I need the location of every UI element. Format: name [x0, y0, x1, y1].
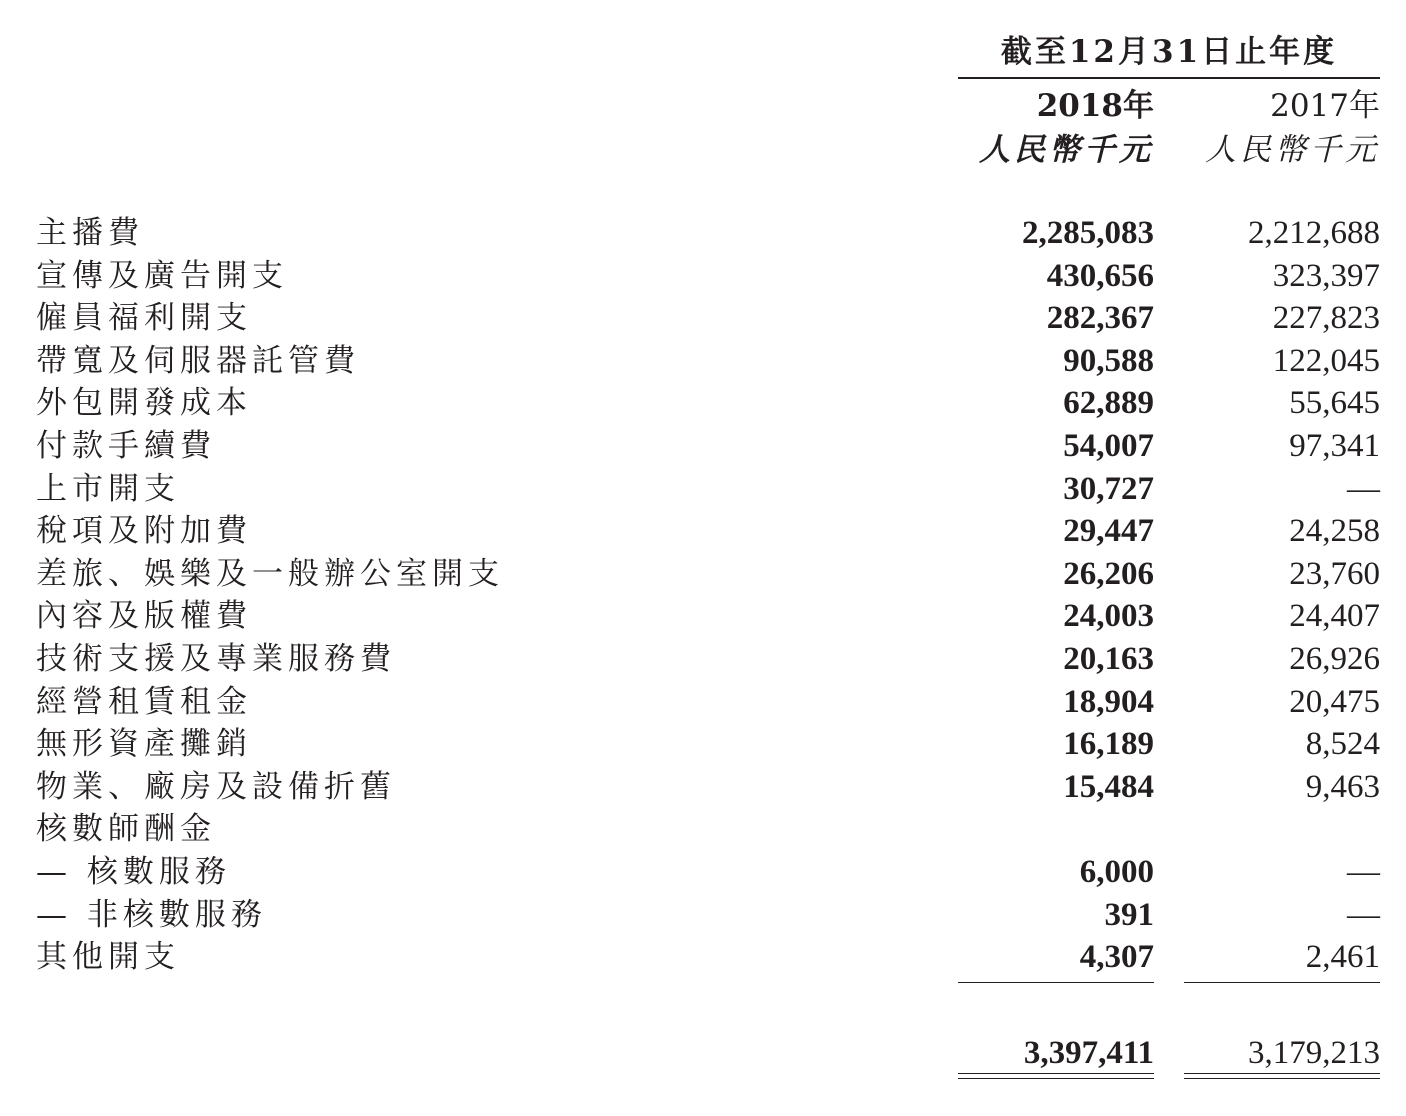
- value-2017: 97,341: [1289, 427, 1380, 464]
- period-heading: 截至12月31日止年度: [1000, 34, 1338, 70]
- value-2018: 29,447: [1063, 513, 1154, 550]
- table-row: [0, 936, 1406, 979]
- value-2018: 15,484: [1063, 768, 1154, 805]
- row-label: 其他開支: [36, 939, 180, 976]
- value-2018: 18,904: [1063, 683, 1154, 720]
- total-2018: 3,397,411: [1023, 1035, 1154, 1071]
- table-row: [0, 425, 1406, 468]
- value-2018: 16,189: [1063, 726, 1154, 763]
- row-label: 付款手續費: [36, 427, 216, 464]
- row-label: 宣傳及廣告開支: [36, 257, 288, 294]
- row-label: 外包開發成本: [36, 385, 252, 422]
- value-2017: 23,760: [1289, 555, 1380, 592]
- table-row: [0, 766, 1406, 809]
- row-label: 技術支援及專業服務費: [36, 640, 396, 677]
- table-row: [0, 808, 1406, 851]
- table-row: [0, 638, 1406, 681]
- subtotal-rule-2017: [1184, 982, 1380, 983]
- value-2017: —: [1347, 470, 1380, 507]
- value-2017: 227,823: [1272, 300, 1380, 337]
- table-row: [0, 212, 1406, 255]
- row-label: 經營租賃租金: [36, 683, 252, 720]
- value-2018: 6,000: [1079, 853, 1154, 890]
- row-label: 物業、廠房及設備折舊: [36, 768, 396, 805]
- row-label: 內容及版權費: [36, 598, 252, 635]
- subtotal-rule-2018: [958, 982, 1154, 983]
- row-label: 差旅、娛樂及一般辦公室開支: [36, 555, 504, 592]
- row-label: 僱員福利開支: [36, 300, 252, 337]
- value-2017: 9,463: [1305, 768, 1380, 805]
- value-2017: 26,926: [1289, 640, 1380, 677]
- value-2017: —: [1347, 896, 1380, 933]
- value-2018: 30,727: [1063, 470, 1154, 507]
- total-2017: 3,179,213: [1248, 1035, 1380, 1071]
- table-row: [0, 382, 1406, 425]
- row-label: 稅項及附加費: [36, 513, 252, 550]
- row-label: — 非核數服務: [36, 896, 267, 933]
- table-row: [0, 297, 1406, 340]
- row-label: 上市開支: [36, 470, 180, 507]
- row-label: 帶寬及伺服器託管費: [36, 342, 360, 379]
- value-2017: 24,258: [1289, 513, 1380, 550]
- year-current-heading: 2018年: [1036, 88, 1154, 124]
- table-row: [0, 340, 1406, 383]
- row-label: 核數師酬金: [36, 811, 216, 848]
- table-row: [0, 255, 1406, 298]
- value-2018: 4,307: [1079, 939, 1154, 976]
- total-double-rule-2018: [958, 1073, 1154, 1079]
- value-2018: 54,007: [1063, 427, 1154, 464]
- value-2017: 20,475: [1289, 683, 1380, 720]
- year-prior-heading: 2017年: [1270, 88, 1380, 124]
- table-row: [0, 510, 1406, 553]
- value-2017: 55,645: [1289, 385, 1380, 422]
- unit-current-heading: 人民幣千元: [979, 132, 1154, 168]
- value-2018: 391: [1104, 896, 1154, 933]
- value-2018: 20,163: [1063, 640, 1154, 677]
- total-double-rule-2017: [1184, 1073, 1380, 1079]
- value-2018: 24,003: [1063, 598, 1154, 635]
- value-2017: 2,461: [1305, 939, 1380, 976]
- value-2017: 8,524: [1305, 726, 1380, 763]
- value-2018: 2,285,083: [1022, 215, 1154, 251]
- unit-prior-heading: 人民幣千元: [1205, 132, 1380, 168]
- table-row: [0, 723, 1406, 766]
- table-row: [0, 468, 1406, 511]
- value-2017: —: [1347, 853, 1380, 890]
- table-row: [0, 595, 1406, 638]
- table-row: [0, 681, 1406, 724]
- row-label: 無形資產攤銷: [36, 726, 252, 763]
- value-2018: 430,656: [1046, 257, 1154, 294]
- value-2017: 323,397: [1272, 257, 1380, 294]
- table-row: [0, 894, 1406, 937]
- row-label: — 核數服務: [36, 853, 231, 890]
- row-label: 主播費: [36, 215, 144, 251]
- value-2017: 122,045: [1272, 342, 1380, 379]
- table-row: [0, 553, 1406, 596]
- value-2017: 24,407: [1289, 598, 1380, 635]
- period-underline: [958, 77, 1380, 79]
- table-row: [0, 851, 1406, 894]
- value-2018: 62,889: [1063, 385, 1154, 422]
- value-2018: 26,206: [1063, 555, 1154, 592]
- value-2017: 2,212,688: [1248, 215, 1380, 251]
- expense-table: [0, 212, 1406, 979]
- value-2018: 282,367: [1046, 300, 1154, 337]
- value-2018: 90,588: [1063, 342, 1154, 379]
